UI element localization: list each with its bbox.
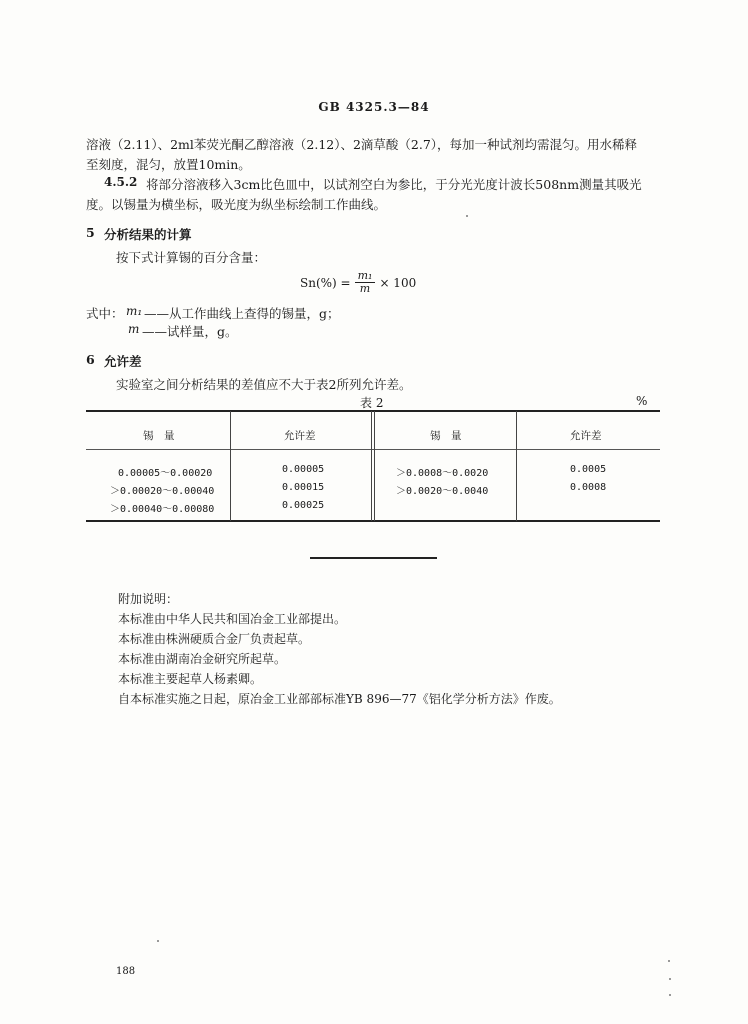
scan-speck (669, 994, 671, 996)
section-separator (310, 557, 437, 559)
var1-symbol: m₁ (126, 304, 143, 318)
section-title: 分析结果的计算 (104, 227, 192, 242)
var1-desc: ——从工作曲线上查得的锡量，g； (144, 306, 340, 321)
formula-fraction (355, 270, 376, 295)
table-unit: % (636, 394, 648, 408)
formula (300, 270, 416, 295)
table-header: 允许差 (284, 430, 316, 442)
table-cell: ＞0.00020～0.00040 (110, 486, 215, 497)
table-cell: 0.00015 (282, 482, 325, 493)
formula-intro: 按下式计算锡的百分含量： (116, 250, 267, 265)
formula-rhs: × 100 (379, 275, 417, 290)
paragraph-line: 度。以锡量为横坐标，吸光度为纵坐标绘制工作曲线。 (86, 197, 387, 212)
scan-speck (668, 960, 670, 962)
table-header: 允许差 (570, 430, 602, 442)
table-cell: ＞0.0020～0.0040 (396, 486, 489, 497)
where-prefix: 式中： (86, 306, 124, 321)
scan-speck (669, 978, 671, 980)
paragraph-line: 将部分溶液移入3cm比色皿中，以试剂空白为参比，于分光光度计波长508nm测量其吸光 (146, 177, 642, 192)
table-cell: 0.0008 (570, 482, 607, 493)
scan-speck (157, 940, 159, 942)
table-header-rule (86, 449, 660, 450)
scan-speck (466, 215, 468, 217)
table-cell: 0.00005～0.00020 (118, 468, 213, 479)
step-number: 4.5.2 (104, 175, 138, 189)
note-item: 本标准由湖南冶金研究所起草。 (118, 652, 287, 666)
paragraph-line: 溶液（2.11）、2ml苯荧光酮乙醇溶液（2.12）、2滴草酸（2.7），每加一种试剂均需混匀。用水稀释 (86, 137, 638, 152)
notes-title: 附加说明： (118, 592, 179, 606)
page-number: 188 (116, 966, 136, 977)
var2-desc: ——试样量，g。 (142, 324, 238, 339)
table-top-rule (86, 410, 660, 412)
table-cell: ＞0.0008～0.0020 (396, 468, 489, 479)
table-header: 锡 量 (430, 430, 462, 442)
table-cell: 0.00025 (282, 500, 325, 511)
table-col-divider (230, 411, 231, 521)
formula-lhs: Sn(%) = (300, 275, 351, 290)
table-col-divider (516, 411, 517, 521)
note-item: 本标准由中华人民共和国冶金工业部提出。 (118, 612, 347, 626)
table-col-divider (374, 411, 375, 521)
note-item: 本标准主要起草人杨素卿。 (118, 672, 263, 686)
var2-symbol: m (128, 322, 140, 336)
section-title: 允许差 (104, 354, 142, 369)
section-number: 5 (86, 225, 95, 240)
section-number: 6 (86, 352, 95, 367)
table-title: 表 2 (360, 396, 384, 410)
table-cell: 0.0005 (570, 464, 607, 475)
table-bottom-rule (86, 520, 660, 522)
table-cell: ＞0.00040～0.00080 (110, 504, 215, 515)
table-intro: 实验室之间分析结果的差值应不大于表2所列允许差。 (116, 377, 412, 392)
paragraph-line: 至刻度，混匀，放置10min。 (86, 157, 251, 172)
table-header: 锡 量 (143, 430, 175, 442)
table-col-divider (371, 411, 372, 521)
formula-numerator: m₁ (355, 270, 376, 283)
note-item: 自本标准实施之日起，原冶金工业部部标准YB 896—77《铝化学分析方法》作废。 (118, 692, 561, 706)
table-cell: 0.00005 (282, 464, 325, 475)
note-item: 本标准由株洲硬质合金厂负责起草。 (118, 632, 311, 646)
page-header: GB 4325.3—84 (318, 100, 430, 114)
formula-denominator: m (359, 282, 371, 296)
